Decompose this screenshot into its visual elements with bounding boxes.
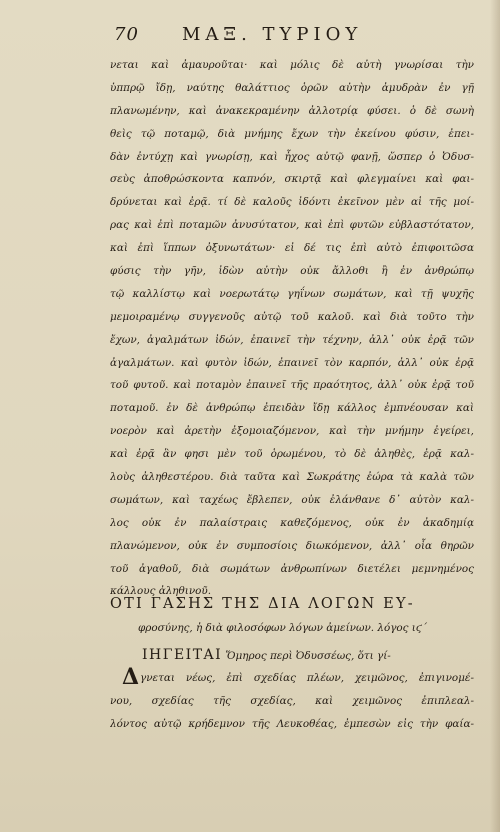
- opening-lines: [110, 644, 474, 736]
- opening-caps: ΙΗΓΕΙΤΑΙ: [142, 647, 223, 663]
- text-line: γνεται νέως, ἐπὶ σχεδίας πλέων, χειμῶνος, ἐπιγινομέ-: [140, 671, 474, 684]
- drop-cap: Δ: [122, 664, 140, 690]
- text-line: νεται καὶ ἀμαυροῦται· καὶ μόλις δὲ αὐτὴ γνωρίσαι τὴν: [110, 59, 474, 71]
- text-line: ἀγαλμάτων. καὶ φυτὸν ἰδών, ἐπαινεῖ τὸν καρπόν, ἀλλ᾽ οὐκ ἐρᾷ: [110, 356, 474, 369]
- text-line: ὑππρῷ ἴδῃ, ναύτης θαλάττιος ὁρῶν αὐτὴν ἀμυδρὰν ἐν γῇ: [110, 81, 474, 94]
- page-edge-shadow: [490, 0, 500, 832]
- running-head: ΜΑΞ. ΤΥΡΙΟΥ: [182, 24, 363, 45]
- text-line: ρας καὶ ἐπὶ ποταμῶν ἀνυσύτατον, καὶ ἐπὶ φυτῶν εὐβλαστότατον,: [110, 219, 474, 232]
- opening-first-rest: Ὅμηρος περὶ Ὀδυσσέως, ὅτι γί-: [222, 650, 391, 662]
- section-subheading: φροσύνης, ἡ διὰ φιλοσόφων λόγων ἀμείνων. λόγος ιϛ´: [138, 622, 427, 634]
- text-line: δρύνεται καὶ ἐρᾷ. τί δὲ καλοῦς ἰδόντι ἐκεῖνον μὲν αἱ τῆς μοί-: [110, 196, 474, 209]
- text-line: πλανώμενον, οὐκ ἐν συμποσίοις διωκόμενον, ἀλλ᾽ οἷα θηρῶν: [110, 539, 474, 552]
- text-line: σωμάτων, καὶ ταχέως ἔβλεπεν, οὐκ ἐλάνθανε δ᾽ αὐτὸν καλ-: [110, 493, 474, 506]
- text-line: πλανωμένην, καὶ ἀνακεκραμένην ἀλλοτρίᾳ φύσει. ὁ δὲ σωνὴ: [110, 104, 474, 117]
- text-line: μεμοιραμένῳ συγγενοῦς αὐτῷ τοῦ καλοῦ. καὶ διὰ τοῦτο τὴν: [110, 310, 474, 323]
- text-line: καὶ ἐρᾷ ἃν φησι μὲν τοῦ ὁρωμένου, τὸ δὲ ἀληθὲς, ἐρᾷ καλ-: [110, 448, 474, 461]
- text-line: τοῦ ἀγαθοῦ, διὰ σωμάτων ἀνθρωπίνων διετέλει μεμνημένος: [110, 562, 474, 575]
- text-line: τῷ καλλίστῳ καὶ νοερωτάτῳ γηΐνων σωμάτων, καὶ τῇ ψυχῆς: [110, 287, 474, 300]
- text-line: ἔχων, ἀγαλμάτων ἰδών, ἐπαινεῖ τὴν τέχνην, ἀλλ᾽ οὐκ ἐρᾷ τῶν: [110, 333, 474, 346]
- text-line: ποταμοῦ. ἐν δὲ ἀνθρώπῳ ἐπειδὰν ἴδῃ κάλλος ἐμπνέουσαν καὶ: [110, 402, 474, 415]
- section-opening: [110, 644, 474, 736]
- text-line: κάλλους ἀληθινοῦ.: [110, 585, 212, 598]
- text-line: νοερὸν καὶ ἀρετὴν ἐξομοιαζόμενον, καὶ τὴν μνήμην ἐγείρει,: [110, 425, 474, 438]
- text-line: λόντος αὐτῷ κρήδεμνον τῆς Λευκοθέας, ἐμπεσὼν εἰς τὴν φαία-: [110, 717, 474, 730]
- section-heading: ΟΤΙ ΓΑΣΗΣ ΤΗΣ ΔΙΑ ΛΟΓΩΝ ΕΥ-: [110, 596, 415, 612]
- text-line: λοὺς ἀληθεστέρου. διὰ ταῦτα καὶ Σωκράτης ἐώρα τὰ καλὰ τῶν: [110, 471, 474, 484]
- text-line: τοῦ φυτοῦ. καὶ ποταμὸν ἐπαινεῖ τῆς πραότητος, ἀλλ᾽ οὐκ ἐρᾷ τοῦ: [110, 379, 474, 392]
- text-line: δὰν ἐντύχῃ καὶ γνωρίσῃ, καὶ ἦχος αὐτῷ φανῇ, ὥσπερ ὁ Ὀδυσ-: [110, 150, 474, 163]
- page-number: 70: [114, 24, 139, 45]
- text-line: νου, σχεδίας τῆς σχεδίας, καὶ χειμῶνος ἐπιπλεαλ-: [110, 694, 474, 707]
- opening-first-line: [110, 644, 474, 667]
- page-header: [114, 18, 468, 48]
- text-line: λος οὐκ ἐν παλαίστραις καθεζόμενος, οὐκ ἐν ἀκαδημίᾳ: [110, 516, 474, 529]
- text-line: καὶ ἐπὶ ἵππων ὀξυνωτάτων· εἰ δέ τις ἐπὶ αὐτὸ ἐπιφοιτῶσα: [110, 242, 474, 255]
- text-line: σεὺς ἀποθρώσκοντα καπνόν, σκιρτᾷ καὶ φλεγμαίνει καὶ φαι-: [110, 173, 474, 186]
- text-line: φύσις τὴν γῆν, ἰδὼν αὐτὴν οὐκ ἄλλοθι ἢ ἐν ἀνθρώπῳ: [110, 265, 474, 278]
- body-text: [110, 54, 474, 603]
- text-line: θεὶς τῷ ποταμῷ, διὰ μνήμης ἔχων τὴν ἐκείνου φύσιν, ἐπει-: [110, 127, 474, 140]
